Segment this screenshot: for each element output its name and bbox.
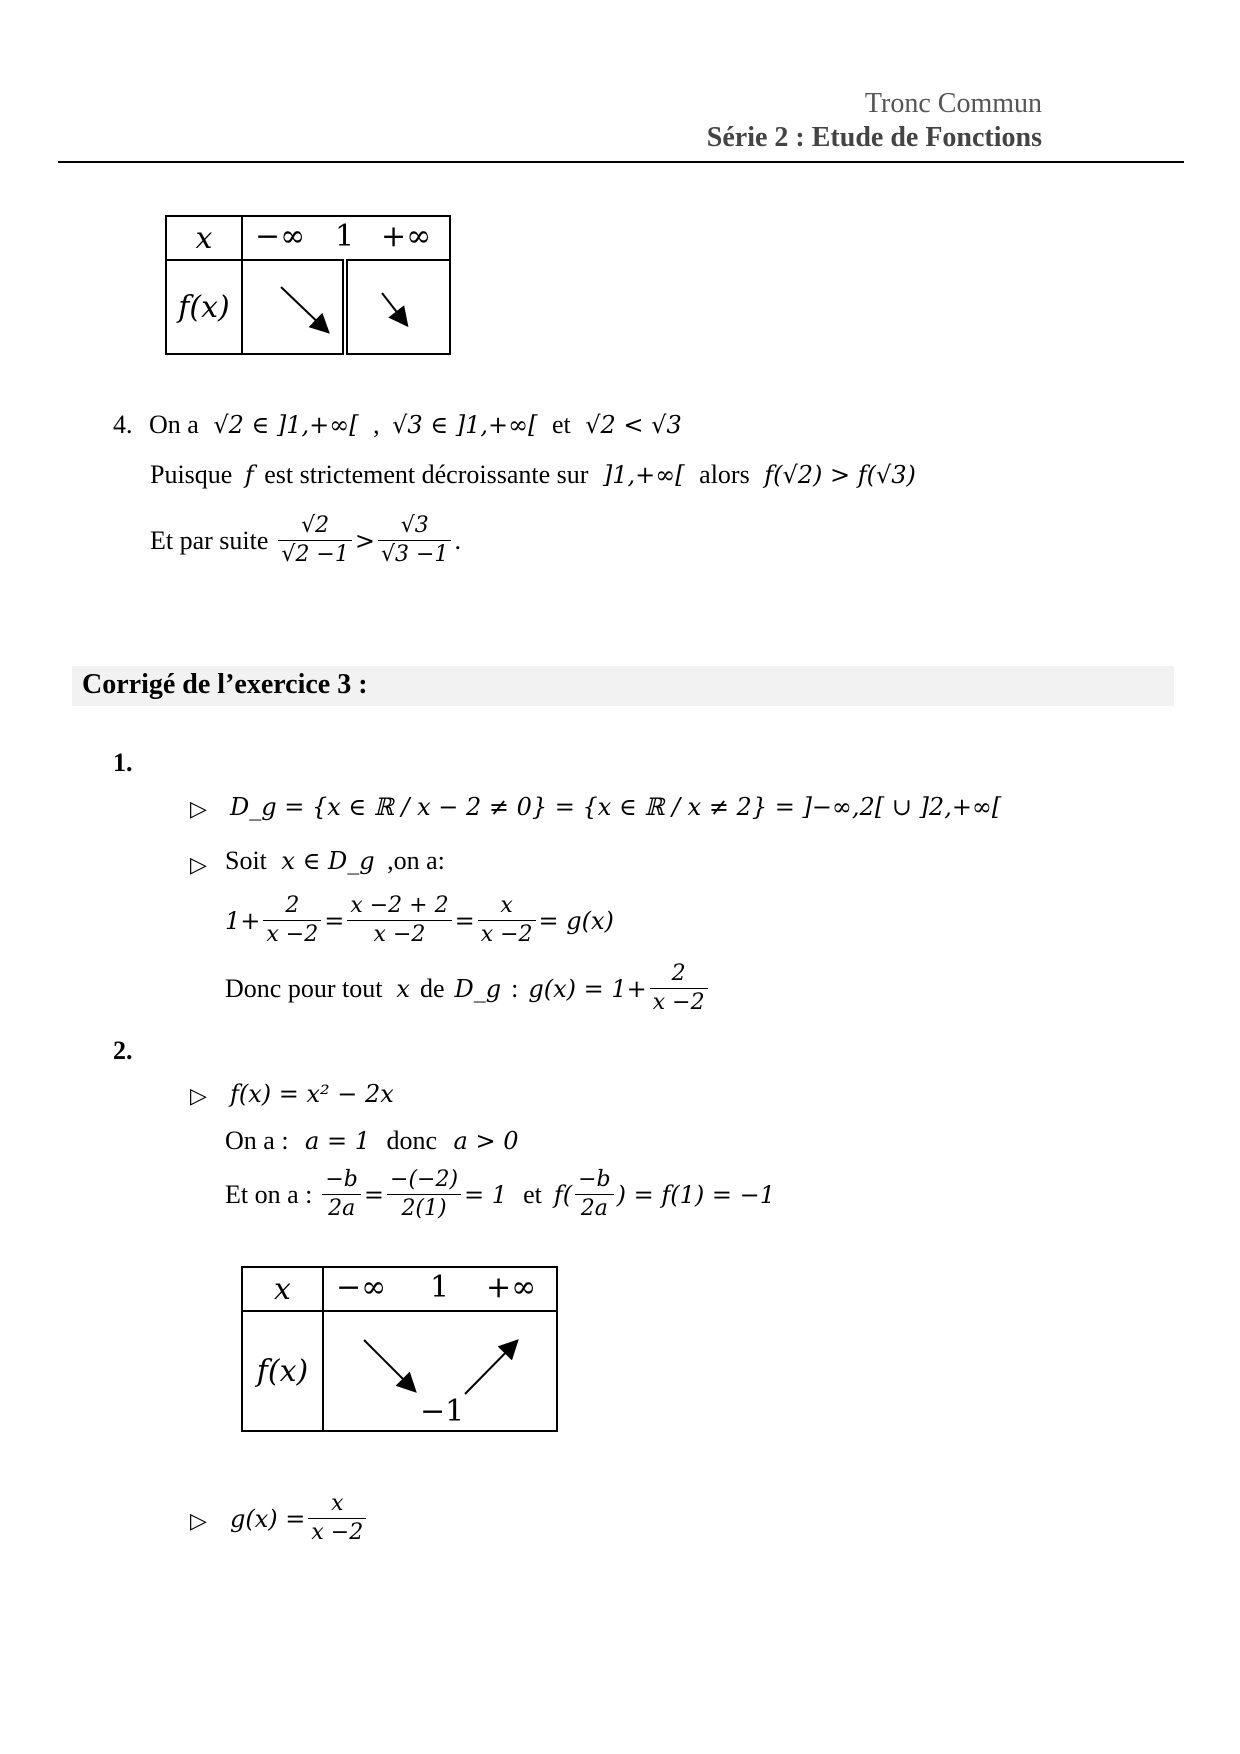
ex3-part1-number: 1. [113, 748, 133, 777]
q4-fraction-1-num: √2 [278, 512, 351, 541]
vertex-fraction-3-num: −b [575, 1166, 614, 1195]
calc-eq-1: = [324, 906, 345, 935]
variation-table-1 [165, 215, 451, 355]
variation-table-2 [241, 1266, 558, 1432]
calc-fraction-3 [478, 892, 536, 949]
q4-decreasing-text: est strictement décroissante sur [264, 460, 589, 489]
section-header [72, 666, 1174, 706]
g-lead: g(x) = [230, 1504, 306, 1533]
table2-variation-cell [323, 1311, 557, 1431]
vertex-line [225, 1166, 775, 1223]
q4-puisque: Puisque [150, 460, 233, 489]
soit-math: x ∈ D_g [281, 847, 375, 875]
table1-x-minus-inf: −∞ [255, 219, 306, 254]
vertex-f-open: f( [553, 1180, 573, 1209]
donc-de: de [419, 973, 445, 1003]
vertex-fraction-2-den: 2(1) [401, 1196, 447, 1221]
q4-sqrt3-in-interval: √3 ∈ ]1,+∞[ [392, 411, 538, 439]
vertex-fraction-1 [322, 1166, 361, 1223]
table1-fx-label: f(x) [166, 260, 242, 354]
g-fraction-den: x −2 [311, 1520, 364, 1545]
vertex-tail: ) = f(1) = −1 [616, 1180, 775, 1209]
soit-line [225, 846, 445, 876]
calc-fraction-3-den: x −2 [480, 922, 533, 947]
q4-greater: > [354, 526, 375, 555]
table2-x-label: x [242, 1267, 323, 1311]
bullet-icon: ▷ [190, 796, 207, 821]
q4-f: f [244, 461, 254, 489]
donc-x: x [396, 974, 410, 1003]
q4-et-par-suite: Et par suite [150, 525, 269, 555]
q4-separator: , [373, 410, 380, 439]
donc-colon: : [511, 973, 519, 1003]
vertex-fraction-1-den: 2a [328, 1196, 356, 1221]
soit-end: ,on a: [387, 846, 445, 875]
donc-fraction [650, 960, 708, 1017]
donc-dg: D_g [454, 974, 502, 1003]
q4-sqrt-comparison: √2 < √3 [585, 411, 682, 439]
q4-fraction-2 [378, 512, 451, 569]
table1-x-plus-inf: +∞ [381, 219, 432, 254]
ex3-part2-number: 2. [113, 1036, 133, 1065]
ona-math-a: a = 1 [305, 1127, 370, 1155]
vertex-fraction-2-num: −(−2) [387, 1166, 461, 1195]
donc-fraction-den: x −2 [652, 990, 705, 1015]
table1-right-cell [345, 260, 450, 354]
q4-fraction-1-den: √2 −1 [281, 542, 349, 567]
eton-text: Et on a : [225, 1179, 313, 1209]
g-fraction-num: x [308, 1490, 366, 1519]
calc-eq-2: = [454, 906, 475, 935]
domain-definition: D_g = {x ∈ ℝ / x − 2 ≠ 0} = {x ∈ ℝ / x ≠ 2} = ]−∞,2[ ∪ ]2,+∞[ [230, 793, 1002, 821]
calc-fraction-2 [347, 892, 451, 949]
calc-fraction-3-num: x [478, 892, 536, 921]
g-calculation [225, 892, 614, 949]
vertex-fraction-2 [387, 1166, 461, 1223]
table1-decreasing-arrow-right [348, 261, 446, 355]
donc-line [225, 960, 711, 1017]
q4-period: . [454, 525, 461, 555]
table2-fx-label: f(x) [242, 1311, 323, 1431]
calc-fraction-2-num: x −2 + 2 [347, 892, 451, 921]
calc-fraction-2-den: x −2 [373, 922, 426, 947]
q4-line3 [150, 512, 461, 569]
f-definition: f(x) = x² − 2x [230, 1080, 394, 1108]
series-title: Série 2 : Etude de Fonctions [706, 122, 1042, 153]
table2-x-one: 1 [430, 1270, 450, 1305]
g-definition [230, 1490, 369, 1547]
bullet-icon: ▷ [190, 852, 207, 877]
q4-lead: On a [149, 410, 199, 439]
table1-left-cell [242, 260, 345, 354]
vertex-fraction-3-den: 2a [580, 1196, 608, 1221]
header-rule [58, 161, 1184, 163]
q4-line2 [150, 460, 916, 490]
calc-tail: = g(x) [538, 906, 614, 935]
donc-text: Donc pour tout [225, 973, 383, 1003]
q4-number: 4. [113, 410, 133, 439]
donc-eq: g(x) = 1+ [528, 974, 647, 1003]
q4-fraction-2-num: √3 [378, 512, 451, 541]
bullet-icon: ▷ [190, 1508, 207, 1533]
table2-x-minus-inf: −∞ [336, 1270, 387, 1305]
calc-fraction-1-den: x −2 [266, 922, 319, 947]
soit-text: Soit [225, 846, 267, 875]
donc-fraction-num: 2 [650, 960, 708, 989]
calc-fraction-1 [263, 892, 321, 949]
g-fraction [308, 1490, 366, 1547]
table1-x-label: x [166, 216, 242, 260]
vertex-eq-2: = 1 [464, 1180, 508, 1209]
bullet-icon: ▷ [190, 1083, 207, 1108]
course-title: Tronc Commun [864, 88, 1042, 119]
table1-decreasing-arrow-left [243, 261, 342, 355]
vertex-fraction-3 [575, 1166, 614, 1223]
q4-sqrt2-in-interval: √2 ∈ ]1,+∞[ [213, 411, 359, 439]
ona-math-positive: a > 0 [453, 1127, 519, 1155]
table1-x-one: 1 [335, 219, 355, 254]
q4-alors: alors [699, 460, 750, 489]
section-title: Corrigé de l’exercice 3 : [82, 669, 368, 700]
q4-fraction-2-den: √3 −1 [380, 542, 449, 567]
ona-line [225, 1126, 519, 1156]
ona-text: On a : [225, 1126, 289, 1155]
q4-fraction-1 [278, 512, 351, 569]
vertex-et: et [523, 1179, 542, 1209]
table2-min-value: −1 [420, 1394, 465, 1429]
table2-x-plus-inf: +∞ [486, 1270, 537, 1305]
vertex-fraction-1-num: −b [322, 1166, 361, 1195]
ona-donc: donc [386, 1126, 438, 1155]
q4-f-inequality: f(√2) > f(√3) [764, 461, 916, 489]
q4-line1 [113, 410, 682, 440]
vertex-eq-1: = [363, 1180, 385, 1209]
q4-et: et [551, 410, 571, 439]
q4-interval: ]1,+∞[ [602, 461, 685, 489]
calc-fraction-1-num: 2 [263, 892, 321, 921]
calc-lead: 1+ [225, 906, 261, 935]
